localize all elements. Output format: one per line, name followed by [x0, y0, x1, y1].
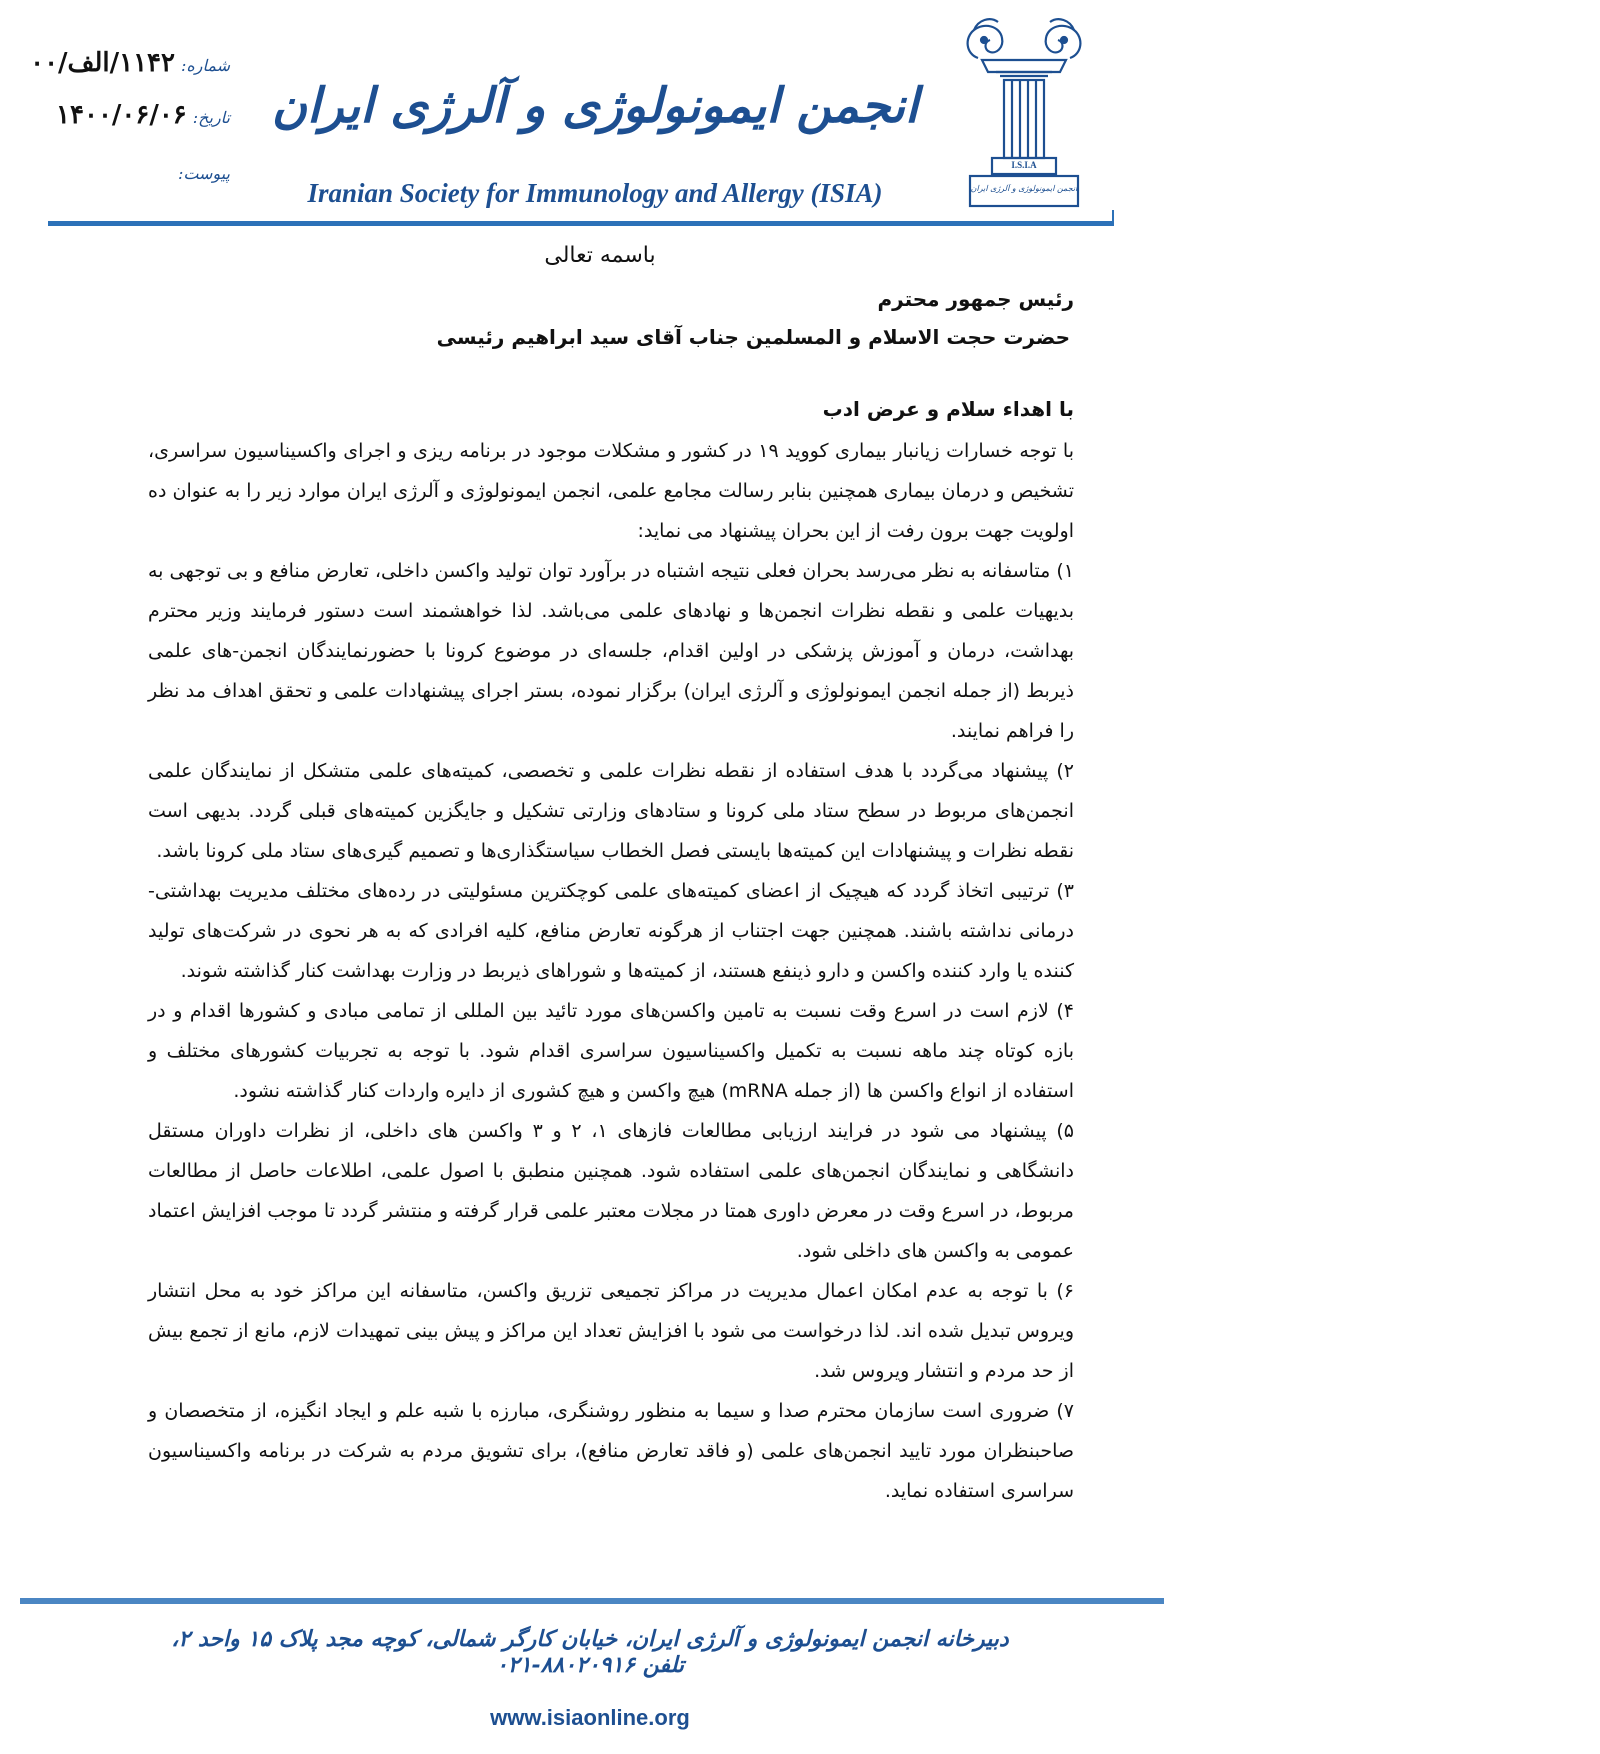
footer-address: دبیرخانه انجمن ایمونولوژی و آلرژی ایران، خیابان کارگر شمالی، کوچه مجد پلاک ۱۵ واحد ۲، تلفن ۸۸۰۲۰۹۱۶-۰۲۱	[171, 1626, 1009, 1678]
society-logo	[960, 14, 1088, 210]
item-2-paragraph: ۲) پیشنهاد می‌گردد با هدف استفاده از نقطه نظرات علمی و تخصصی، کمیته‌های علمی متشکل از نمایندگان علمی انجمن‌های مربوط در سطح ستاد ملی کرونا و ستادهای وزارتی تشکیل و جایگزین کمیته‌های قبلی گردد. بدیهی است نقطه نظرات و پیشنهادات این کمیته‌ها بایستی فصل الخطاب سیاستگذاری‌ها و تصمیم گیری‌های ستاد ملی کرونا باشد.	[148, 760, 1074, 862]
intro-paragraph: با توجه خسارات زیانبار بیماری کووید ۱۹ در کشور و مشکلات موجود در برنامه ریزی و اجرای واکسیناسیون سراسری، تشخیص و درمان بیماری همچنین بنابر رسالت مجامع علمی، انجمن ایمونولوژی و آلرژی ایران موارد زیر را به عنوان ده اولویت جهت برون رفت از این بحران پیشنهاد می نماید:	[148, 440, 1074, 542]
header-divider-tick	[1112, 210, 1114, 226]
letter-body	[148, 431, 1074, 1511]
greeting: با اهداء سلام و عرض ادب	[822, 397, 1074, 421]
item-5-paragraph: ۵) پیشنهاد می شود در فرایند ارزیابی مطالعات فازهای ۱، ۲ و ۳ واکسن های داخلی، از نظرات داوران مستقل دانشگاهی و نمایندگان انجمن‌های علمی استفاده شود. همچنین منطبق با اصول علمی، اطلاعات حاصل از مطالعات مربوط، در اسرع وقت در معرض داوری همتا در مجلات معتبر علمی قرار گرفته و منتشر گردد تا موجب افزایش اعتماد عمومی به واکسن های داخلی شود.	[148, 1120, 1074, 1262]
org-name-english: Iranian Society for Immunology and Allergy (ISIA)	[307, 178, 883, 208]
number-value: ۱۱۴۲/الف/۰۰	[30, 48, 175, 78]
letter-number	[30, 48, 230, 78]
item-7-paragraph: ۷) ضروری است سازمان محترم صدا و سیما به منظور روشنگری، مبارزه با شبه علم و ایجاد انگیزه، از متخصصان و صاحبنظران مورد تایید انجمن‌های علمی (و فاقد تعارض منافع)، برای تشویق مردم به شرکت در برنامه واکسیناسیون سراسری استفاده نماید.	[148, 1400, 1074, 1502]
item-3-paragraph: ۳) ترتیبی اتخاذ گردد که هیچیک از اعضای کمیته‌های علمی کوچکترین مسئولیتی در رده‌های مختلف مدیریت بهداشتی- درمانی نداشته باشند. همچنین جهت اجتناب از هرگونه تعارض منافع، کلیه افرادی که به هر نحوی در شرکت‌های تولید کننده یا وارد کننده واکسن و دارو ذینفع هستند، از کمیته‌ها و شوراهای ذیربط در وزارت بهداشت کنار گذاشته شوند.	[148, 880, 1074, 982]
attachment-label: پیوست:	[177, 164, 230, 183]
logo-caption: انجمن ایمونولوژی و آلرژی ایران	[970, 184, 1078, 193]
column-logo-icon	[960, 14, 1088, 210]
footer-divider	[20, 1598, 1164, 1604]
salutation-title: رئیس جمهور محترم	[877, 287, 1074, 311]
number-label: شماره:	[180, 56, 230, 75]
date-value: ۱۴۰۰/۰۶/۰۶	[56, 100, 187, 130]
basmala: باسمه تعالی	[544, 243, 656, 268]
salutation-name: حضرت حجت الاسلام و المسلمین جناب آقای سید ابراهیم رئیسی	[436, 325, 1070, 349]
item-4-paragraph: ۴) لازم است در اسرع وقت نسبت به تامین واکسن‌های مورد تائید بین المللی از تمامی مبادی و کشورها اقدام و در بازه کوتاه چند ماهه نسبت به تکمیل واکسیناسیون سراسری اقدام شود. با توجه به تجربیات کشورهای مختلف و استفاده از انواع واکسن ها (از جمله mRNA) هیچ واکسن و هیچ کشوری از دایره واردات کنار گذاشته نشود.	[148, 1000, 1074, 1102]
date-label: تاریخ:	[192, 108, 230, 127]
letter-date	[56, 100, 230, 130]
logo-text: I.S.I.A	[1011, 160, 1037, 170]
website-link[interactable]: www.isiaonline.org	[490, 1705, 690, 1730]
item-6-paragraph: ۶) با توجه به عدم امکان اعمال مدیریت در مراکز تجمیعی تزریق واکسن، متاسفانه این مراکز خود به محل انتشار ویروس تبدیل شده اند. لذا درخواست می شود با افزایش تعداد این مراکز و پیش بینی تمهیدات لازم، مانع از تجمع بیش از حد مردم و انتشار ویروس شد.	[148, 1280, 1074, 1382]
letter-attachment	[178, 164, 230, 183]
item-1-paragraph: ۱) متاسفانه به نظر می‌رسد بحران فعلی نتیجه اشتباه در برآورد توان تولید واکسن داخلی، تعارض منافع و بی توجهی به بدیهیات علمی و نقطه نظرات انجمن‌ها و نهادهای علمی می‌باشد. لذا خواهشمند است دستور فرمایند وزیر محترم بهداشت، درمان و آموزش پزشکی در اولین اقدام، جلسه‌ای در موضوع کرونا با حضورنمایندگان انجمن-های علمی ذیربط (از جمله انجمن ایمونولوژی و آلرژی ایران) برگزار نموده، بستر اجرای پیشنهادات علمی و تحقق اهداف مد نظر را فراهم نمایند.	[148, 560, 1074, 742]
org-name-persian: انجمن ایمونولوژی و آلرژی ایران	[271, 78, 919, 134]
header-divider	[48, 221, 1114, 226]
